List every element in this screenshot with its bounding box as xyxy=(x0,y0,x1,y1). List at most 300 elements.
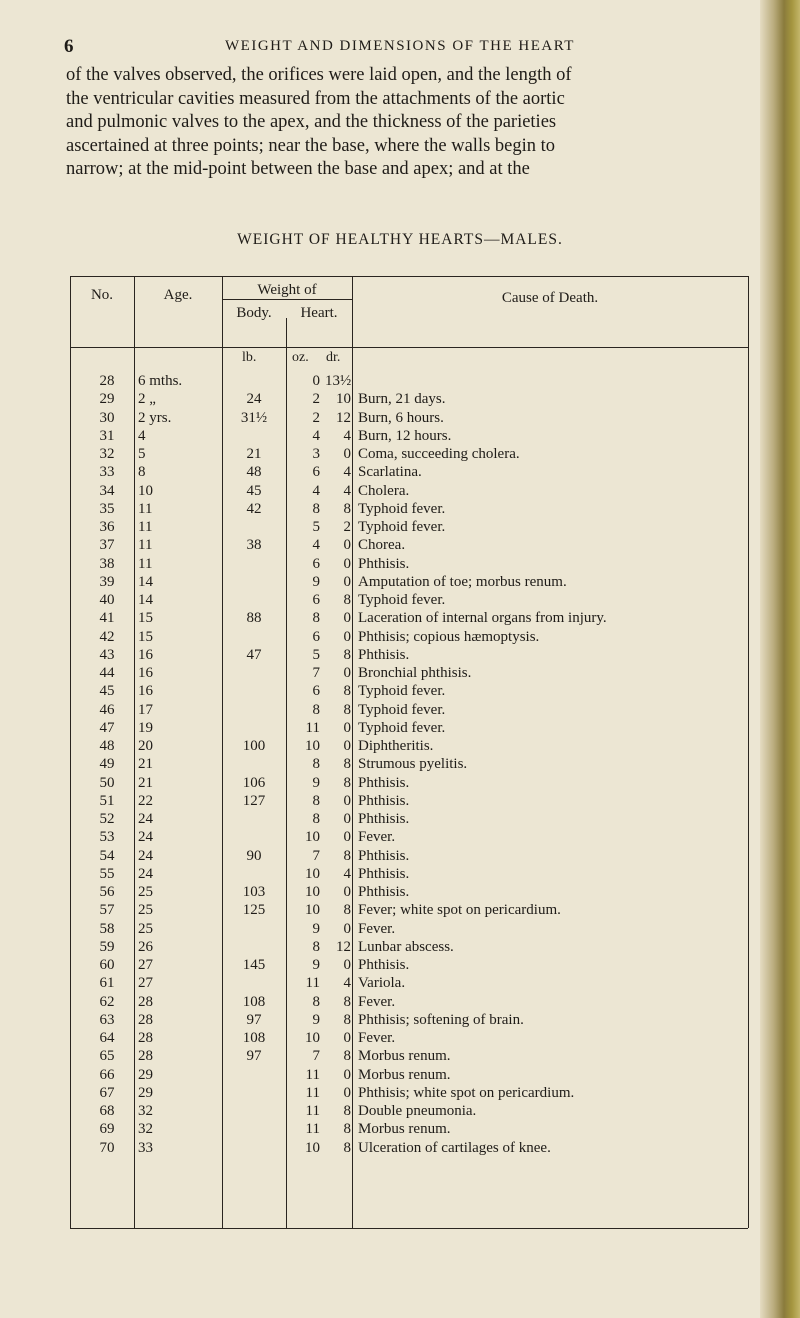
row-cause: Phthisis; copious hæmoptysis. xyxy=(358,628,540,645)
table-row xyxy=(0,591,780,609)
row-cause: Variola. xyxy=(358,975,406,992)
row-age: 24 xyxy=(138,829,153,846)
row-body-weight: 145 xyxy=(242,957,266,973)
running-head: WEIGHT AND DIMENSIONS OF THE HEART xyxy=(225,38,575,54)
row-heart-dr: 8 xyxy=(343,1121,351,1138)
row-heart-oz: 5 xyxy=(312,646,320,663)
row-age: 24 xyxy=(138,811,153,827)
row-cause: Phthisis. xyxy=(358,792,410,809)
row-cause: Phthisis. xyxy=(358,865,410,882)
row-age: 29 xyxy=(138,1084,153,1101)
row-heart-dr: 8 xyxy=(343,774,351,791)
row-heart-oz: 11 xyxy=(305,719,320,736)
row-heart-dr: 0 xyxy=(343,555,351,572)
row-cause: Phthisis. xyxy=(358,646,410,663)
table-title: WEIGHT OF HEALTHY HEARTS—MALES. xyxy=(237,231,563,248)
row-body-weight: 108 xyxy=(242,993,266,1010)
row-number: 32 xyxy=(99,446,115,462)
row-number: 44 xyxy=(99,665,115,681)
row-cause: Ulceration of cartilages of knee. xyxy=(358,1139,551,1156)
row-number: 69 xyxy=(99,1121,115,1138)
row-body-weight: 21 xyxy=(246,446,262,462)
row-number: 61 xyxy=(99,975,115,992)
row-heart-oz: 11 xyxy=(305,1103,320,1119)
row-cause: Morbus renum. xyxy=(358,1121,451,1138)
row-cause: Bronchial phthisis. xyxy=(358,665,472,681)
row-cause: Strumous pyelitis. xyxy=(358,756,468,773)
row-heart-dr: 0 xyxy=(343,1066,351,1083)
row-heart-dr: 8 xyxy=(343,646,351,663)
row-heart-oz: 10 xyxy=(305,738,320,754)
table-row xyxy=(0,1102,780,1120)
table-row xyxy=(0,1066,780,1084)
row-heart-dr: 0 xyxy=(343,628,351,645)
row-heart-dr: 12 xyxy=(336,938,351,955)
table-row xyxy=(0,828,780,846)
row-cause: Fever; white spot on pericardium. xyxy=(358,902,561,919)
header-weight-of: Weight of xyxy=(257,282,317,298)
row-cause: Amputation of toe; morbus renum. xyxy=(358,573,567,590)
row-age: 4 xyxy=(138,427,146,444)
row-heart-oz: 11 xyxy=(305,1084,320,1101)
row-number: 28 xyxy=(99,373,115,389)
row-cause: Fever. xyxy=(358,1030,396,1046)
row-cause: Phthisis. xyxy=(358,774,410,791)
row-age: 27 xyxy=(138,975,153,992)
row-age: 28 xyxy=(138,1030,153,1046)
table-row xyxy=(0,1084,780,1102)
row-number: 29 xyxy=(99,391,115,408)
row-age: 16 xyxy=(138,683,153,700)
row-age: 16 xyxy=(138,646,153,663)
row-heart-dr: 8 xyxy=(343,756,351,773)
row-body-weight: 103 xyxy=(242,884,266,900)
row-number: 58 xyxy=(99,920,115,937)
row-cause: Burn, 21 days. xyxy=(358,391,446,408)
row-age: 27 xyxy=(138,957,153,973)
row-age: 25 xyxy=(138,884,153,900)
row-cause: Phthisis. xyxy=(358,884,410,900)
table-row xyxy=(0,755,780,773)
row-number: 63 xyxy=(99,1011,115,1028)
row-number: 50 xyxy=(99,774,115,791)
row-number: 65 xyxy=(99,1048,115,1065)
row-heart-dr: 0 xyxy=(343,884,351,900)
row-heart-oz: 7 xyxy=(312,665,320,681)
row-body-weight: 88 xyxy=(246,610,262,627)
row-number: 56 xyxy=(99,884,115,900)
row-number: 49 xyxy=(99,756,115,773)
paragraph-line: narrow; at the mid-point between the base and apex; and at the xyxy=(66,159,530,179)
row-age: 25 xyxy=(138,902,153,919)
paragraph-line: and pulmonic valves to the apex, and the thickness of the parieties xyxy=(66,112,557,132)
row-cause: Scarlatina. xyxy=(358,464,422,481)
header-body: Body. xyxy=(236,305,272,321)
row-age: 21 xyxy=(138,774,153,791)
row-number: 43 xyxy=(99,646,115,663)
table-row xyxy=(0,847,780,865)
row-heart-oz: 3 xyxy=(312,446,320,462)
row-age: 11 xyxy=(138,500,153,517)
row-heart-oz: 4 xyxy=(312,537,320,554)
row-number: 33 xyxy=(99,464,115,481)
row-heart-oz: 10 xyxy=(305,1139,320,1156)
row-heart-dr: 0 xyxy=(343,792,351,809)
paragraph-line: of the valves observed, the orifices were laid open, and the length of xyxy=(66,65,572,85)
row-number: 45 xyxy=(99,683,115,700)
row-heart-dr: 0 xyxy=(343,1084,351,1101)
row-number: 35 xyxy=(99,500,115,517)
table-row xyxy=(0,810,780,828)
row-number: 46 xyxy=(99,701,115,718)
row-age: 6 mths. xyxy=(138,373,183,389)
body-paragraph xyxy=(66,64,756,182)
row-cause: Lunbar abscess. xyxy=(358,938,454,955)
row-age: 21 xyxy=(138,756,153,773)
unit-oz: oz. xyxy=(292,350,309,365)
table-row xyxy=(0,1011,780,1029)
table-row xyxy=(0,445,780,463)
row-number: 47 xyxy=(99,719,115,736)
row-heart-dr: 4 xyxy=(343,975,351,992)
row-heart-dr: 0 xyxy=(343,829,351,846)
table-row xyxy=(0,719,780,737)
row-body-weight: 97 xyxy=(246,1011,262,1028)
row-heart-dr: 12 xyxy=(336,409,351,426)
row-body-weight: 90 xyxy=(246,847,262,864)
row-number: 54 xyxy=(99,847,115,864)
table-row xyxy=(0,774,780,792)
row-body-weight: 108 xyxy=(242,1030,266,1046)
row-body-weight: 100 xyxy=(242,738,266,754)
row-cause: Typhoid fever. xyxy=(358,519,446,535)
row-heart-oz: 8 xyxy=(312,792,320,809)
row-heart-dr: 8 xyxy=(343,1139,351,1156)
row-age: 11 xyxy=(138,519,153,535)
row-cause: Typhoid fever. xyxy=(358,683,446,700)
row-body-weight: 38 xyxy=(246,537,262,554)
row-heart-oz: 6 xyxy=(312,683,320,700)
weight-subheader-rule xyxy=(222,299,352,300)
row-heart-dr: 8 xyxy=(343,500,351,517)
row-heart-oz: 8 xyxy=(312,938,320,955)
row-cause: Morbus renum. xyxy=(358,1048,451,1065)
table-row xyxy=(0,792,780,810)
row-heart-dr: 4 xyxy=(343,865,351,882)
row-heart-oz: 0 xyxy=(312,373,320,389)
table-row xyxy=(0,409,780,427)
row-age: 24 xyxy=(138,847,153,864)
table-row xyxy=(0,555,780,573)
row-number: 38 xyxy=(99,555,115,572)
row-age: 28 xyxy=(138,1048,153,1065)
row-age: 2 yrs. xyxy=(138,409,172,426)
row-heart-dr: 0 xyxy=(343,573,351,590)
row-age: 22 xyxy=(138,792,153,809)
row-age: 26 xyxy=(138,938,153,955)
row-number: 42 xyxy=(99,628,115,645)
row-heart-oz: 2 xyxy=(312,409,320,426)
row-heart-dr: 0 xyxy=(343,920,351,937)
row-heart-dr: 0 xyxy=(343,665,351,681)
row-heart-dr: 8 xyxy=(343,1011,351,1028)
row-body-weight: 106 xyxy=(242,774,266,791)
row-cause: Burn, 12 hours. xyxy=(358,427,452,444)
row-cause: Fever. xyxy=(358,920,396,937)
row-heart-dr: 0 xyxy=(343,610,351,627)
table-row xyxy=(0,920,780,938)
row-heart-oz: 8 xyxy=(312,756,320,773)
row-heart-oz: 9 xyxy=(312,774,320,791)
table-row xyxy=(0,372,780,390)
table-row xyxy=(0,482,780,500)
row-cause: Double pneumonia. xyxy=(358,1103,477,1119)
row-heart-oz: 4 xyxy=(312,427,320,444)
row-cause: Phthisis. xyxy=(358,847,410,864)
row-age: 5 xyxy=(138,446,146,462)
table-row xyxy=(0,427,780,445)
row-heart-oz: 11 xyxy=(305,1066,320,1083)
row-body-weight: 42 xyxy=(246,500,262,517)
table-row xyxy=(0,1047,780,1065)
row-heart-oz: 6 xyxy=(312,464,320,481)
row-heart-dr: 8 xyxy=(343,683,351,700)
row-body-weight: 31½ xyxy=(240,409,268,426)
row-number: 67 xyxy=(99,1084,115,1101)
row-number: 30 xyxy=(99,409,115,426)
row-cause: Phthisis. xyxy=(358,957,410,973)
row-heart-oz: 10 xyxy=(305,1030,320,1046)
row-cause: Burn, 6 hours. xyxy=(358,409,444,426)
row-cause: Typhoid fever. xyxy=(358,592,446,608)
row-number: 37 xyxy=(99,537,115,554)
row-age: 15 xyxy=(138,628,153,645)
row-number: 52 xyxy=(99,811,115,827)
row-cause: Typhoid fever. xyxy=(358,500,446,517)
row-age: 11 xyxy=(138,555,153,572)
page-number: 6 xyxy=(64,36,74,57)
row-heart-dr: 0 xyxy=(343,1030,351,1046)
table-row xyxy=(0,646,780,664)
row-age: 25 xyxy=(138,920,153,937)
table-header-rule xyxy=(70,347,748,348)
row-heart-oz: 6 xyxy=(312,555,320,572)
row-heart-dr: 0 xyxy=(343,738,351,754)
row-heart-oz: 9 xyxy=(312,957,320,973)
table-top-rule xyxy=(70,276,748,277)
row-heart-oz: 7 xyxy=(312,1048,320,1065)
row-heart-oz: 9 xyxy=(312,573,320,590)
row-cause: Chorea. xyxy=(358,537,406,554)
row-body-weight: 48 xyxy=(246,464,262,481)
row-age: 2 „ xyxy=(138,391,156,408)
row-heart-dr: 0 xyxy=(343,957,351,973)
row-body-weight: 47 xyxy=(246,646,262,663)
row-age: 8 xyxy=(138,464,146,481)
row-age: 20 xyxy=(138,738,153,754)
row-number: 64 xyxy=(99,1030,115,1046)
row-cause: Fever. xyxy=(358,993,396,1010)
row-number: 51 xyxy=(99,792,115,809)
table-row xyxy=(0,993,780,1011)
header-age: Age. xyxy=(163,287,193,303)
row-body-weight: 24 xyxy=(246,391,262,408)
table-row xyxy=(0,664,780,682)
row-heart-oz: 9 xyxy=(312,1011,320,1028)
row-number: 36 xyxy=(99,519,115,535)
row-heart-oz: 6 xyxy=(312,628,320,645)
row-heart-dr: 4 xyxy=(343,482,351,499)
row-age: 11 xyxy=(138,537,153,554)
row-cause: Typhoid fever. xyxy=(358,701,446,718)
row-age: 15 xyxy=(138,610,153,627)
row-age: 17 xyxy=(138,701,153,718)
row-age: 14 xyxy=(138,592,153,608)
row-number: 34 xyxy=(99,482,115,499)
row-heart-oz: 4 xyxy=(312,482,320,499)
row-heart-oz: 6 xyxy=(312,592,320,608)
row-heart-dr: 8 xyxy=(343,902,351,919)
row-age: 19 xyxy=(138,719,153,736)
row-number: 39 xyxy=(99,573,115,590)
row-heart-oz: 11 xyxy=(305,1121,320,1138)
row-body-weight: 45 xyxy=(246,482,262,499)
unit-lb: lb. xyxy=(242,350,257,365)
row-age: 24 xyxy=(138,865,153,882)
row-number: 68 xyxy=(99,1103,115,1119)
row-cause: Phthisis; softening of brain. xyxy=(358,1011,524,1028)
row-heart-dr: 0 xyxy=(343,446,351,462)
row-heart-oz: 10 xyxy=(305,902,320,919)
row-heart-dr: 8 xyxy=(343,701,351,718)
row-heart-oz: 9 xyxy=(312,920,320,937)
table-row xyxy=(0,1029,780,1047)
row-heart-oz: 8 xyxy=(312,701,320,718)
row-heart-oz: 5 xyxy=(312,519,320,535)
row-cause: Cholera. xyxy=(358,482,410,499)
row-heart-oz: 10 xyxy=(305,829,320,846)
table-row xyxy=(0,609,780,627)
table-row xyxy=(0,901,780,919)
table-row xyxy=(0,701,780,719)
table-row xyxy=(0,938,780,956)
row-heart-dr: 0 xyxy=(343,537,351,554)
row-number: 40 xyxy=(99,592,115,608)
row-heart-oz: 7 xyxy=(312,847,320,864)
row-number: 60 xyxy=(99,957,115,973)
paragraph-line: ascertained at three points; near the base, where the walls begin to xyxy=(66,135,556,156)
row-age: 10 xyxy=(138,482,153,499)
row-heart-oz: 8 xyxy=(312,500,320,517)
row-heart-dr: 4 xyxy=(343,427,351,444)
row-heart-dr: 8 xyxy=(343,993,351,1010)
row-heart-dr: 10 xyxy=(336,391,351,408)
row-cause: Phthisis; white spot on pericardium. xyxy=(358,1084,575,1101)
row-cause: Phthisis. xyxy=(358,811,410,827)
table-row xyxy=(0,1120,780,1138)
table-row xyxy=(0,628,780,646)
table-row xyxy=(0,518,780,536)
row-heart-oz: 8 xyxy=(312,993,320,1010)
row-heart-oz: 11 xyxy=(305,975,320,992)
header-no: No. xyxy=(90,287,114,303)
row-heart-dr: 8 xyxy=(343,592,351,608)
row-cause: Typhoid fever. xyxy=(358,719,446,736)
table-row xyxy=(0,390,780,408)
row-number: 59 xyxy=(99,938,115,955)
row-cause: Diphtheritis. xyxy=(358,738,434,754)
header-heart: Heart. xyxy=(300,305,338,321)
row-number: 53 xyxy=(99,829,115,846)
row-age: 16 xyxy=(138,665,153,681)
row-age: 32 xyxy=(138,1103,153,1119)
row-age: 28 xyxy=(138,993,153,1010)
row-age: 33 xyxy=(138,1139,153,1156)
table-bottom-rule xyxy=(70,1228,748,1229)
row-heart-dr: 8 xyxy=(343,847,351,864)
table-row xyxy=(0,500,780,518)
table-body xyxy=(0,372,780,1157)
row-heart-dr: 0 xyxy=(343,811,351,827)
table-row xyxy=(0,737,780,755)
table-row xyxy=(0,573,780,591)
unit-dr: dr. xyxy=(326,350,341,365)
row-heart-dr: 4 xyxy=(343,464,351,481)
row-number: 31 xyxy=(99,427,115,444)
row-number: 70 xyxy=(99,1139,115,1156)
row-age: 29 xyxy=(138,1066,153,1083)
row-age: 14 xyxy=(138,573,153,590)
row-heart-dr: 8 xyxy=(343,1048,351,1065)
row-number: 55 xyxy=(99,865,115,882)
row-heart-oz: 2 xyxy=(312,391,320,408)
row-heart-oz: 10 xyxy=(305,865,320,882)
row-heart-dr: 8 xyxy=(343,1103,351,1119)
table-row xyxy=(0,682,780,700)
paragraph-line: the ventricular cavities measured from the attachments of the aortic xyxy=(66,88,565,109)
row-body-weight: 97 xyxy=(246,1048,262,1065)
table-row xyxy=(0,463,780,481)
table-row xyxy=(0,956,780,974)
row-heart-dr: 2 xyxy=(343,519,351,535)
header-cause: Cause of Death. xyxy=(501,290,599,306)
table-row xyxy=(0,865,780,883)
table-row xyxy=(0,974,780,992)
table-row xyxy=(0,883,780,901)
row-number: 41 xyxy=(99,610,115,627)
row-cause: Fever. xyxy=(358,829,396,846)
row-heart-oz: 8 xyxy=(312,811,320,827)
row-number: 62 xyxy=(99,993,115,1010)
table-row xyxy=(0,536,780,554)
row-heart-oz: 10 xyxy=(305,884,320,900)
row-cause: Phthisis. xyxy=(358,555,410,572)
row-body-weight: 127 xyxy=(242,792,266,809)
row-number: 57 xyxy=(99,902,115,919)
row-heart-dr: 0 xyxy=(343,719,351,736)
row-cause: Laceration of internal organs from injury. xyxy=(358,610,607,627)
row-age: 32 xyxy=(138,1121,153,1138)
row-number: 66 xyxy=(99,1066,115,1083)
row-cause: Morbus renum. xyxy=(358,1066,451,1083)
row-cause: Coma, succeeding cholera. xyxy=(358,446,520,462)
row-body-weight: 125 xyxy=(242,902,266,919)
table-row xyxy=(0,1139,780,1157)
row-heart-dr: 13½ xyxy=(325,373,352,389)
row-age: 28 xyxy=(138,1011,153,1028)
row-heart-oz: 8 xyxy=(312,610,320,627)
row-number: 48 xyxy=(99,738,115,754)
